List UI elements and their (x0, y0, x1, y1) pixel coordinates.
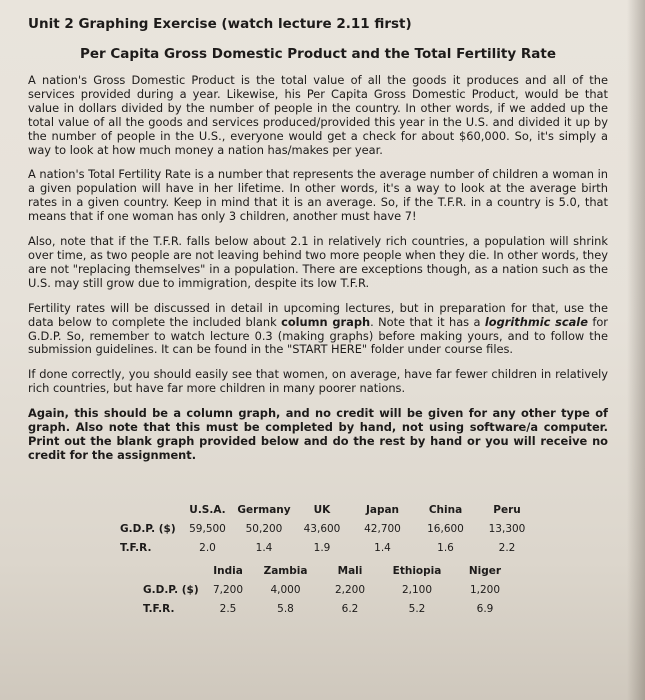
document-body (28, 16, 608, 474)
paper-fold-shadow (627, 0, 645, 700)
tfr-value: 2.0 (199, 541, 216, 554)
unit-title: Unit 2 Graphing Exercise (watch lecture 2.11 first) (28, 16, 412, 32)
country-japan: Japan (365, 503, 400, 516)
tfr-value: 6.2 (341, 602, 359, 615)
tfr-value: 1.9 (313, 541, 331, 554)
tfr-value: 5.8 (277, 602, 294, 615)
gdp-value: 1,200 (469, 583, 501, 596)
tfr-value: 1.4 (374, 541, 391, 554)
table-row-tfr (120, 538, 537, 557)
country-mali: Mali (337, 564, 363, 577)
data-table-rich-countries (120, 500, 537, 557)
gdp-value: 16,600 (427, 522, 464, 535)
row-label-tfr: T.F.R. (143, 602, 175, 615)
table-header-row (143, 561, 518, 580)
country-ethiopia: Ethiopia (392, 564, 442, 577)
gdp-value: 59,500 (189, 522, 226, 535)
table-row-tfr (143, 599, 518, 618)
column-graph-emphasis: column graph (281, 314, 371, 329)
tfr-value: 5.2 (408, 602, 426, 615)
table-row-gdp (120, 519, 537, 538)
paragraph-credit-warning: Again, this should be a column graph, and no credit will be given for any other type of graph. Also note that this must be completed by hand, not using software/a computer. Print out the blank graph provided below and do the rest by hand or you will receive no credit for the assignment. (28, 406, 608, 462)
country-germany: Germany (237, 503, 291, 516)
tfr-value: 1.4 (255, 541, 273, 554)
paragraph-instructions (28, 302, 608, 358)
data-table-poor-countries (143, 561, 518, 618)
country-usa: U.S.A. (189, 503, 226, 516)
instructions-text-c: . Note that it has a (370, 314, 485, 329)
instructions-text-a: Fertility rates will be discussed in detail in upcoming lectures, but in preparation for that, use the data below to complete the included blank (28, 300, 608, 329)
row-label-gdp: G.D.P. ($) (143, 583, 199, 596)
gdp-value: 2,100 (401, 583, 433, 596)
country-uk: UK (313, 503, 331, 516)
country-china: China (428, 503, 463, 516)
paragraph-gdp: A nation's Gross Domestic Product is the total value of all the goods it produces and all of the services provided during a year. Likewise, his Per Capita Gross Domestic Product, would be that value in dollars divided by the number of people in the country. In other words, if we added up the total value of all the goods and services produced/provided this year in the U.S. and divided it up by the number of people in the U.S., everyone would get a check for about $60,000. So, it's simply a way to look at how much money a nation has/makes per year. (28, 73, 608, 157)
gdp-value: 2,200 (334, 583, 366, 596)
paragraph-expected-result: If done correctly, you should easily see that women, on average, have far fewer children in relatively rich countries, but have far more children in many poorer nations. (28, 367, 608, 396)
gdp-value: 43,600 (303, 522, 341, 535)
log-scale-emphasis: logrithmic scale (484, 314, 588, 329)
row-label-gdp: G.D.P. ($) (120, 522, 176, 535)
paragraph-tfr: A nation's Total Fertility Rate is a number that represents the average number of children a woman in a given population will have in her lifetime. In other words, it's a way to look at the average birth rates in a given country. Keep in mind that it is an average. So, if the T.F.R. in a country is 5.0, that means that if one woman has only 3 children, another must have 7! (28, 167, 608, 224)
country-niger: Niger (468, 564, 502, 577)
gdp-value: 50,200 (245, 522, 283, 535)
paragraph-replacement: Also, note that if the T.F.R. falls below about 2.1 in relatively rich countries, a population will shrink over time, as two people are not leaving behind two more people when they die. In other words, they are not "replacing themselves" in a population. There are exceptions though, as a nation such as the U.S. may still grow due to immigration, despite its low T.F.R. (28, 234, 608, 290)
tfr-value: 1.6 (437, 541, 454, 554)
tfr-value: 2.5 (219, 602, 237, 615)
table-row-gdp (143, 580, 518, 599)
table-header-row (120, 500, 537, 519)
gdp-value: 4,000 (270, 583, 301, 596)
instructions-text-e: for G.D.P. So, remember to watch lecture 0.3 (making graphs) before making yours, and to follow the submission guidelines. It can be found in the "START HERE" folder under course files. (28, 314, 608, 357)
country-india: India (213, 564, 243, 577)
tfr-value: 2.2 (498, 541, 516, 554)
row-label-tfr: T.F.R. (120, 541, 152, 554)
gdp-value: 13,300 (488, 522, 526, 535)
gdp-value: 7,200 (212, 583, 244, 596)
gdp-value: 42,700 (364, 522, 401, 535)
tfr-value: 6.9 (476, 602, 494, 615)
main-title: Per Capita Gross Domestic Product and the Total Fertility Rate (79, 46, 557, 62)
country-peru: Peru (493, 503, 521, 516)
country-zambia: Zambia (263, 564, 308, 577)
